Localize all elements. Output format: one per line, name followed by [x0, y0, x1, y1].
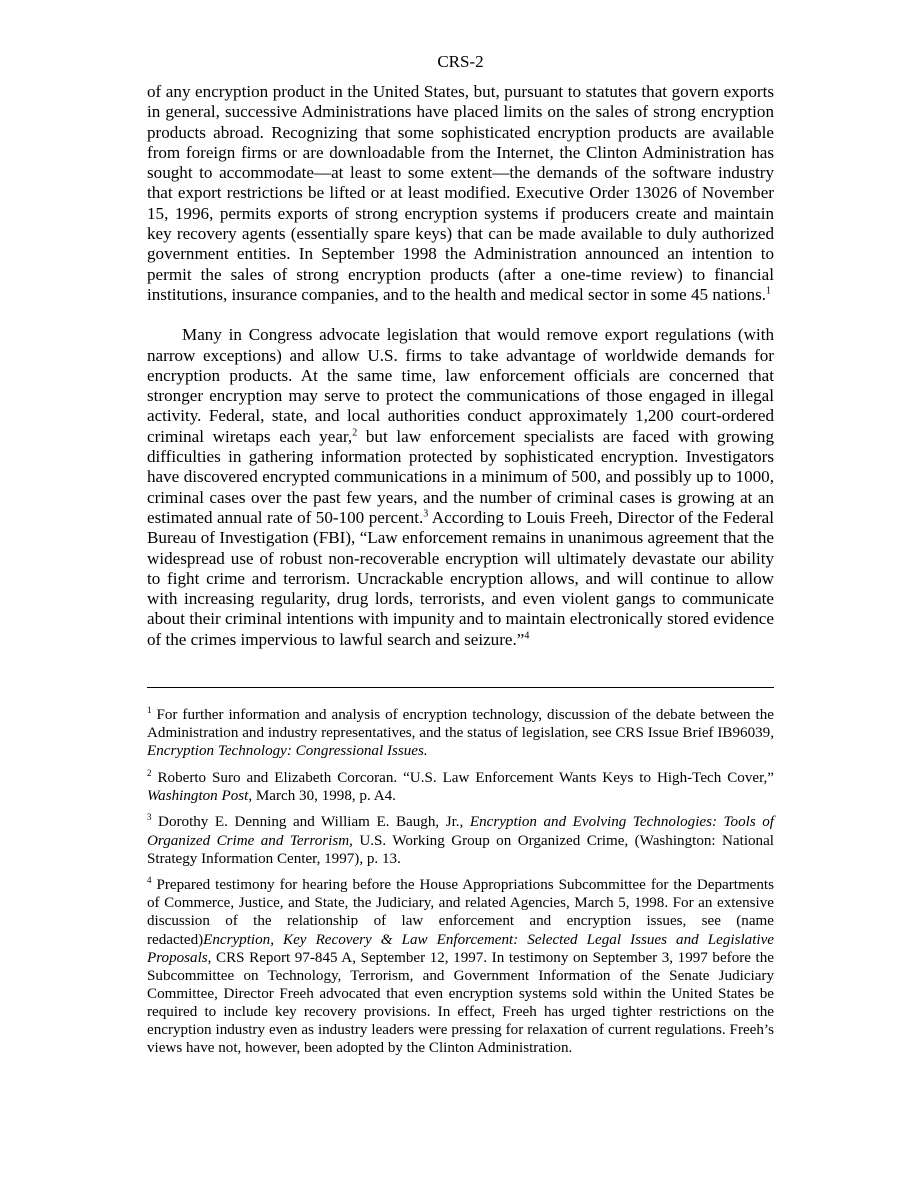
footnote-ref-1[interactable]: 1	[766, 285, 772, 297]
footnote-4-text: Prepared testimony for hearing before the House Appropriations Subcommittee for the Departments of Commerce, Justice, and State, the Judiciary, and related Agencies, March 5, 1998. For an extensive discussion of the relationship of law enforcement and encryption issues, see (name redacted)	[147, 877, 774, 948]
footnote-4-title: Encryption, Key Recovery & Law Enforcement: Selected Legal Issues and Legislative Proposals	[147, 931, 774, 966]
footnote-1-text: For further information and analysis of encryption technology, discussion of the debate between the Administration and industry representatives, and the status of legislation, see CRS Issue Brief IB96039,	[147, 707, 774, 742]
footnote-4	[147, 876, 774, 1057]
footnote-2-title: Washington Post	[147, 787, 249, 804]
footnote-3-text: Dorothy E. Denning and William E. Baugh, Jr.,	[151, 814, 470, 831]
footnote-2-number: 2	[147, 767, 152, 778]
footnote-ref-2[interactable]: 2	[352, 427, 358, 439]
footnote-2-after: , March 30, 1998, p. A4.	[248, 787, 396, 804]
footnote-2	[147, 769, 774, 805]
body-paragraph-2	[147, 325, 774, 650]
footnote-1-title: Encryption Technology: Congressional Issues.	[147, 743, 428, 760]
footnote-4-number: 4	[147, 875, 152, 886]
footnote-4-after: , CRS Report 97-845 A, September 12, 1997. In testimony on September 3, 1997 before the Subcommittee on Technology, Terrorism, and Government Information of the Senate Judiciary Committee, Director Freeh advocated that even encryption systems sold within the United States be required to include key recovery provisions. In effect, Freeh has urged tighter restrictions on the encryption industry even as industry leaders were pressing for relaxation of current regulations. Freeh’s views have not, however, been adopted by the Clinton Administration.	[147, 949, 774, 1057]
page-header: CRS-2	[437, 52, 484, 71]
footnote-1	[147, 706, 774, 760]
footnote-3-title: Encryption and Evolving Technologies: Tools of Organized Crime and Terrorism,	[147, 814, 775, 849]
paragraph-1-text: of any encryption product in the United States, but, pursuant to statutes that govern exports in general, successive Administrations have placed limits on the sales of strong encryption products abroad. Recognizing that some sophisticated encryption products are available from foreign firms or are downloadable from the Internet, the Clinton Administration has sought to accommodate—at least to some extent—the demands of the software industry that export restrictions be lifted or at least modified. Executive Order 13026 of November 15, 1996, permits exports of strong encryption systems if producers create and maintain key recovery agents (essentially spare keys) that can be made available to duly authorized government entities. In September 1998 the Administration announced an intention to permit the sales of strong encryption products (after a one-time review) to financial institutions, insurance companies, and to the health and medical sector in some 45 nations.	[147, 82, 774, 304]
paragraph-2-text-b: but law enforcement specialists are faced with growing difficulties in gathering information protected by sophisticated encryption. Investigators have discovered encrypted communications in a minimum of 500, and possibly up to 1000, criminal cases over the past few years, and the number of criminal cases is growing at an estimated annual rate of 50-100 percent.	[147, 426, 775, 527]
footnote-2-text: Roberto Suro and Elizabeth Corcoran. “U.S. Law Enforcement Wants Keys to High-Tech Cover,”	[151, 769, 774, 786]
footnote-1-number: 1	[147, 704, 152, 715]
paragraph-2-text-c: According to Louis Freeh, Director of the Federal Bureau of Investigation (FBI), “Law enforcement remains in unanimous agreement that the widespread use of robust non-recoverable encryption will ultimately devastate our ability to fight crime and terrorism. Uncrackable encryption allows, and will continue to allow with increasing regularity, drug lords, terrorists, and even violent gangs to communicate about their criminal intentions with impunity and to maintain electronically stored evidence of the crimes impervious to lawful search and seizure.”	[147, 507, 774, 649]
document-page	[147, 52, 774, 1066]
footnote-3	[147, 813, 774, 867]
footnote-ref-3[interactable]: 3	[423, 508, 429, 520]
footnote-divider	[147, 687, 774, 688]
body-paragraph-1	[147, 82, 774, 305]
footnote-3-number: 3	[147, 812, 152, 823]
paragraph-2-text-a: Many in Congress advocate legislation that would remove export regulations (with narrow exceptions) and allow U.S. firms to take advantage of worldwide demands for encryption products. At the same time, law enforcement officials are concerned that stronger encryption may serve to protect the communications of those engaged in illegal activity. Federal, state, and local authorities conduct approximately 1,200 court-ordered criminal wiretaps each year,	[147, 325, 774, 446]
footnote-3-after: U.S. Working Group on Organized Crime, (Washington: National Strategy Information Center, 1997), p. 13.	[147, 832, 775, 867]
footnote-ref-4[interactable]: 4	[524, 630, 530, 642]
